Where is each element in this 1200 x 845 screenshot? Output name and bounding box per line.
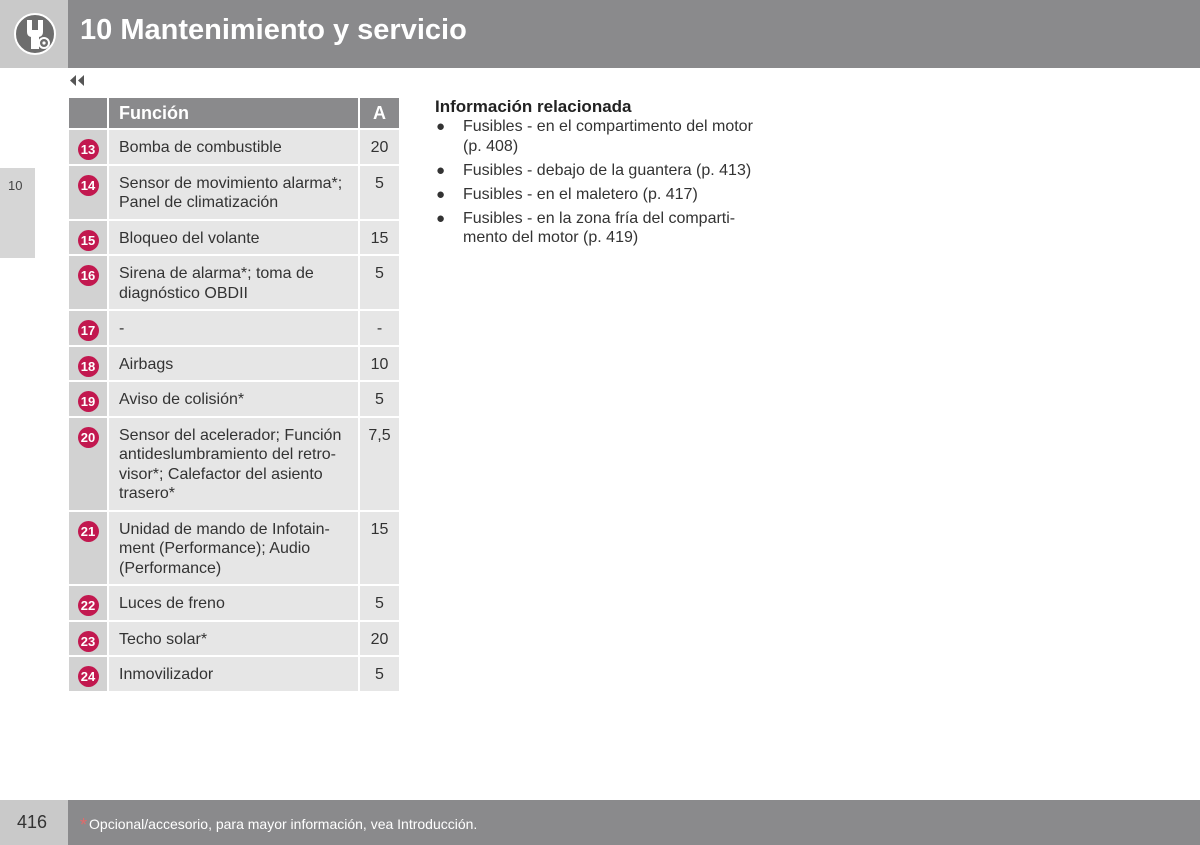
footnote-star: *	[80, 815, 88, 835]
bullet-icon: ●	[436, 161, 446, 179]
header-icon-area	[0, 0, 68, 68]
table-row	[69, 418, 399, 510]
double-chevron-left-icon[interactable]	[69, 74, 85, 87]
table-header-row	[69, 98, 399, 128]
related-link[interactable]	[435, 117, 775, 156]
related-information-title: Información relacionada	[435, 97, 632, 116]
fuse-function: Sensor del acelerador; Función antideslumbramiento del retro-visor*; Calefactor del asiento trasero*	[107, 418, 358, 510]
related-link-text[interactable]: Fusibles - en el maletero (p. 417)	[463, 185, 698, 203]
related-link-text[interactable]: Fusibles - en el compartimento del motor (p. 408)	[463, 118, 753, 155]
related-link[interactable]	[435, 209, 775, 248]
fuse-amperage: 20	[358, 130, 399, 164]
fuse-function: Bomba de combustible	[107, 130, 358, 164]
table-row	[69, 382, 399, 416]
fuse-amperage: 5	[358, 382, 399, 416]
bullet-icon: ●	[436, 185, 446, 203]
fuse-function: Techo solar*	[107, 622, 358, 656]
table-row	[69, 256, 399, 309]
fuse-number-badge: 15	[78, 230, 99, 251]
related-link-text[interactable]: Fusibles - en la zona fría del comparti-mento del motor (p. 419)	[463, 209, 736, 246]
chapter-side-tab[interactable]	[0, 168, 35, 258]
related-link[interactable]	[435, 161, 775, 181]
page-number: 416	[17, 812, 48, 832]
fuse-amperage: 7,5	[358, 418, 399, 510]
bullet-icon: ●	[436, 118, 446, 135]
related-link-text[interactable]: Fusibles - debajo de la guantera (p. 413)	[463, 161, 752, 179]
table-row	[69, 512, 399, 585]
fuse-function: Sensor de movimiento alarma*; Panel de climatización	[107, 166, 358, 219]
related-links-list	[435, 117, 775, 248]
fuse-number-badge: 17	[78, 320, 99, 341]
fuse-function: Bloqueo del volante	[107, 221, 358, 255]
fuse-number-badge: 14	[78, 175, 99, 196]
fuse-function: Sirena de alarma*; toma de diagnóstico OBDII	[107, 256, 358, 309]
table-row	[69, 586, 399, 620]
page-number-box	[0, 800, 68, 845]
fuse-amperage: 20	[358, 622, 399, 656]
fuse-amperage: 10	[358, 347, 399, 381]
table-row	[69, 311, 399, 345]
fuse-number-badge: 13	[78, 139, 99, 160]
fuse-number-badge: 16	[78, 265, 99, 286]
fuse-function: Luces de freno	[107, 586, 358, 620]
fuse-amperage: 5	[358, 166, 399, 219]
table-row	[69, 622, 399, 656]
footnote-text: Opcional/accesorio, para mayor información, vea Introducción.	[89, 816, 478, 832]
fuse-number-badge: 21	[78, 521, 99, 542]
fuse-amperage: 15	[358, 512, 399, 585]
fuse-number-badge: 22	[78, 595, 99, 616]
fuse-amperage: 5	[358, 657, 399, 691]
chapter-title: 10 Mantenimiento y servicio	[80, 14, 467, 46]
fuse-function: Aviso de colisión*	[107, 382, 358, 416]
fuse-function: Airbags	[107, 347, 358, 381]
fuse-number-badge: 18	[78, 356, 99, 377]
number-column-header	[69, 98, 107, 128]
table-row	[69, 657, 399, 691]
fuse-amperage: 5	[358, 256, 399, 309]
function-column-header: Función	[107, 98, 358, 128]
fuse-amperage: 5	[358, 586, 399, 620]
wrench-gear-icon	[13, 12, 57, 56]
fuse-function: -	[107, 311, 358, 345]
fuse-number-badge: 20	[78, 427, 99, 448]
fuse-amperage: -	[358, 311, 399, 345]
bullet-icon: ●	[436, 209, 446, 227]
fuse-function: Inmovilizador	[107, 657, 358, 691]
footnote	[80, 815, 477, 836]
table-row	[69, 130, 399, 164]
fuse-table	[69, 96, 399, 693]
table-row	[69, 166, 399, 219]
table-row	[69, 347, 399, 381]
fuse-number-badge: 24	[78, 666, 99, 687]
amperage-column-header: A	[358, 98, 399, 128]
fuse-function: Unidad de mando de Infotain-ment (Performance); Audio (Performance)	[107, 512, 358, 585]
table-row	[69, 221, 399, 255]
related-information	[435, 97, 775, 252]
fuse-amperage: 15	[358, 221, 399, 255]
related-link[interactable]	[435, 185, 775, 205]
chapter-side-tab-label: 10	[8, 178, 23, 193]
fuse-number-badge: 23	[78, 631, 99, 652]
fuse-number-badge: 19	[78, 391, 99, 412]
